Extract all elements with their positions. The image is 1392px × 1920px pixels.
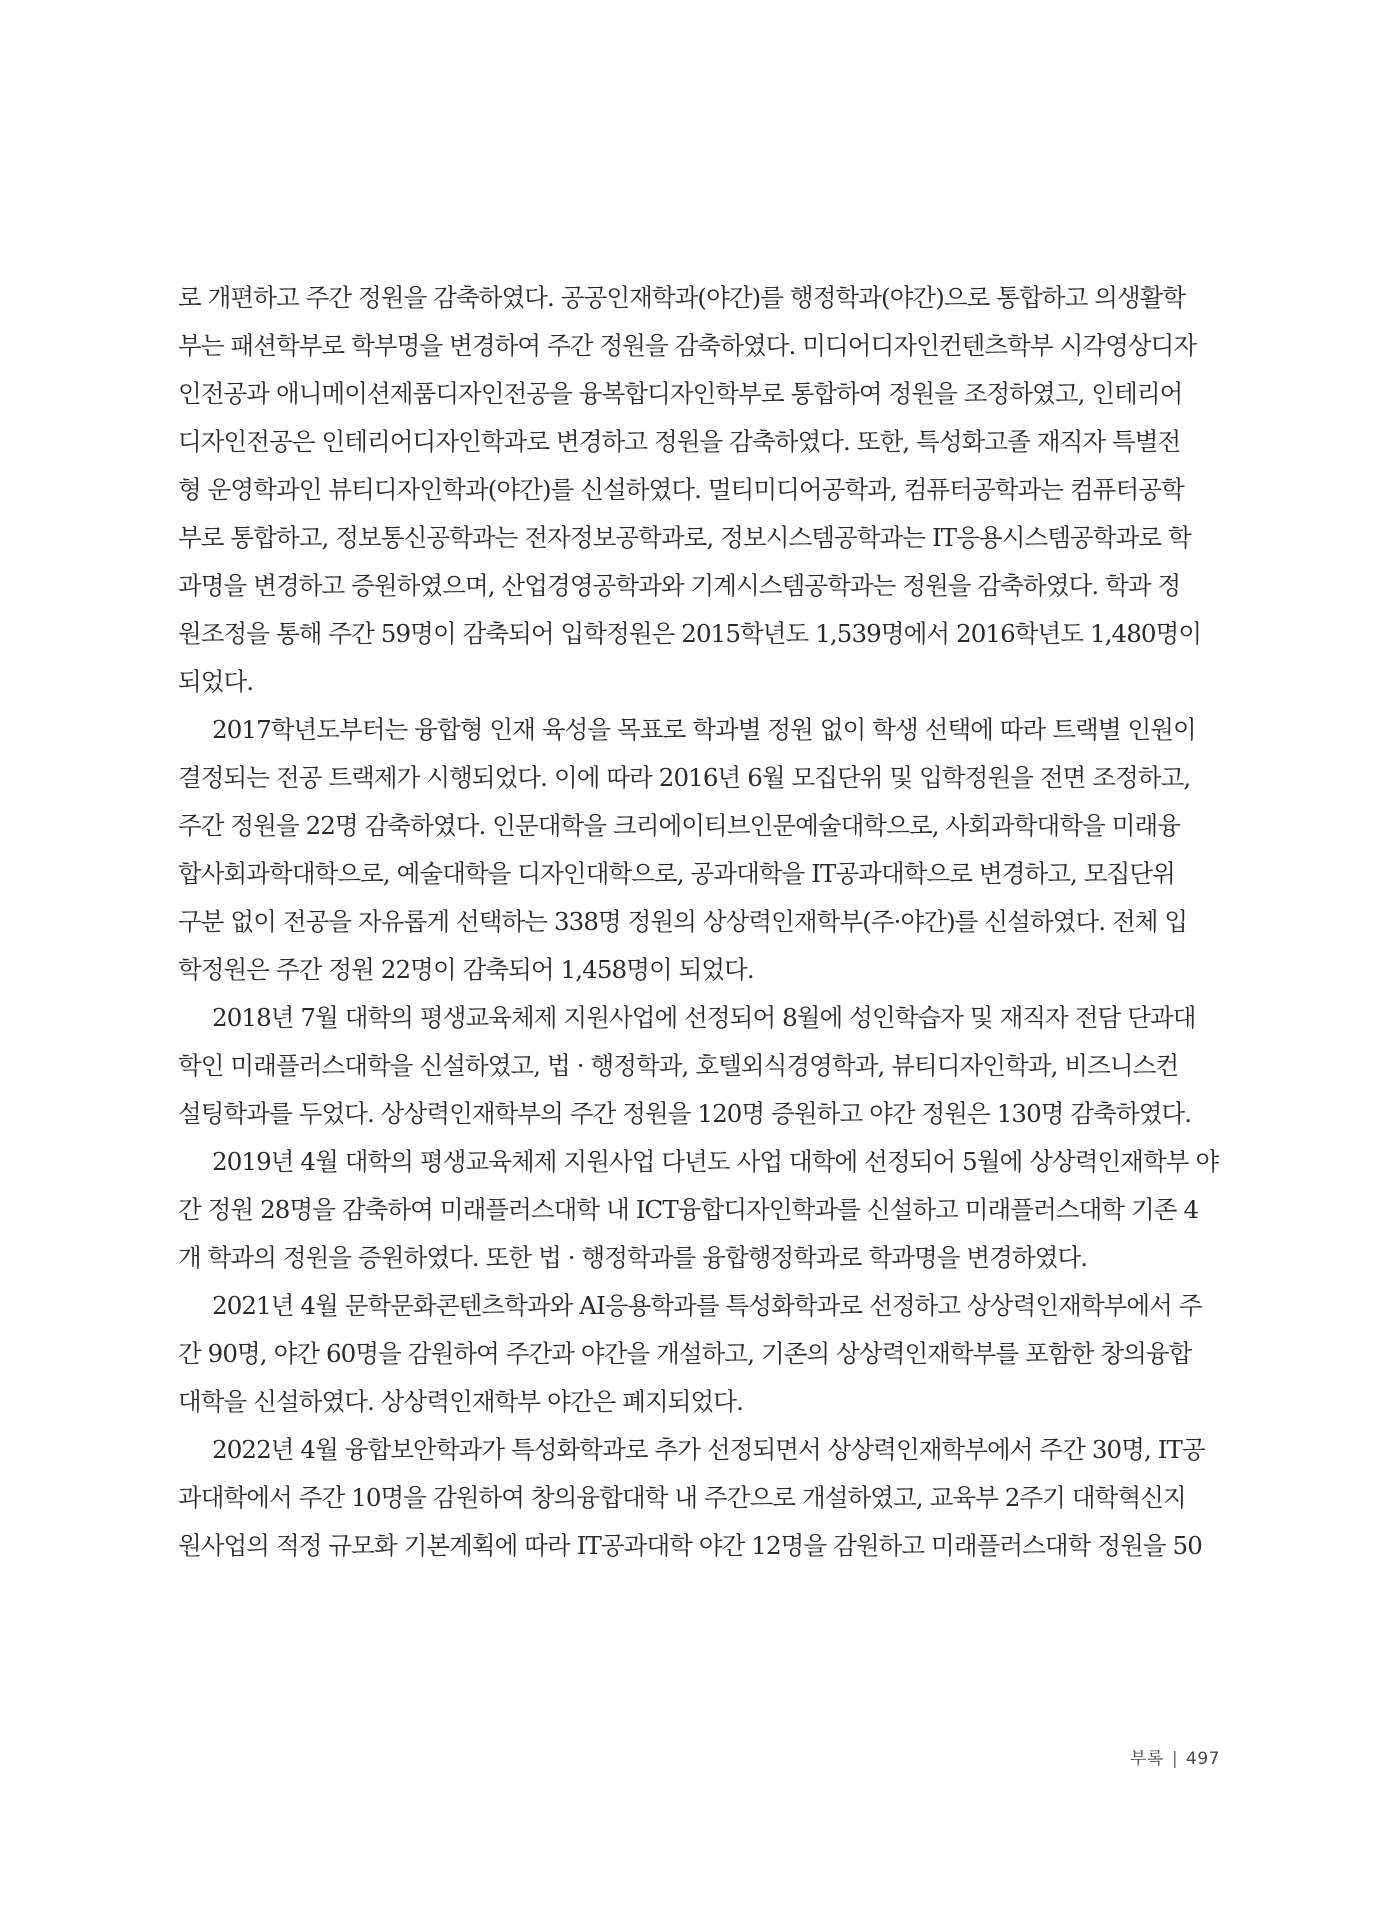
text-line: 과명을 변경하고 증원하였으며, 산업경영공학과와 기계시스템공학과는 정원을 감축하였다. 학과 정 <box>178 571 1181 600</box>
text-line: 로 개편하고 주간 정원을 감축하였다. 공공인재학과(야간)를 행정학과(야간)으로 통합하고 의생활학 <box>178 283 1186 312</box>
text-line: 형 운영학과인 뷰티디자인학과(야간)를 신설하였다. 멀티미디어공학과, 컴퓨터공학과는 컴퓨터공학 <box>178 475 1184 504</box>
body-text <box>178 274 1218 1570</box>
text-line: 학인 미래플러스대학을 신설하였고, 법 · 행정학과, 호텔외식경영학과, 뷰티디자인학과, 비즈니스컨 <box>178 1051 1179 1080</box>
text-line: 원조정을 통해 주간 59명이 감축되어 입학정원은 2015학년도 1,539명에서 2016학년도 1,480명이 <box>178 619 1202 648</box>
text-line: 부로 통합하고, 정보통신공학과는 전자정보공학과로, 정보시스템공학과는 IT응용시스템공학과로 학 <box>178 523 1191 552</box>
text-line: 2022년 4월 융합보안학과가 특성화학과로 추가 선정되면서 상상력인재학부에서 주간 30명, IT공 <box>212 1435 1205 1464</box>
text-line: 간 90명, 야간 60명을 감원하여 주간과 야간을 개설하고, 기존의 상상력인재학부를 포함한 창의융합 <box>178 1339 1192 1368</box>
text-line: 원사업의 적정 규모화 기본계획에 따라 IT공과대학 야간 12명을 감원하고 미래플러스대학 정원을 50 <box>178 1531 1202 1560</box>
text-line: 2021년 4월 문학문화콘텐츠학과와 AI응용학과를 특성화학과로 선정하고 상상력인재학부에서 주 <box>212 1291 1202 1320</box>
text-line: 개 학과의 정원을 증원하였다. 또한 법 · 행정학과를 융합행정학과로 학과명을 변경하였다. <box>178 1243 1088 1272</box>
text-line: 되었다. <box>178 667 254 696</box>
text-line: 주간 정원을 22명 감축하였다. 인문대학을 크리에이티브인문예술대학으로, 사회과학대학을 미래융 <box>178 811 1181 840</box>
footer-separator: | <box>1171 1749 1179 1769</box>
text-line: 디자인전공은 인테리어디자인학과로 변경하고 정원을 감축하였다. 또한, 특성화고졸 재직자 특별전 <box>178 427 1181 456</box>
text-line: 설팅학과를 두었다. 상상력인재학부의 주간 정원을 120명 증원하고 야간 정원은 130명 감축하였다. <box>178 1099 1192 1128</box>
text-line: 2017학년도부터는 융합형 인재 육성을 목표로 학과별 정원 없이 학생 선택에 따라 트랙별 인원이 <box>212 715 1196 744</box>
footer-section-label: 부록 <box>1129 1749 1164 1769</box>
text-line: 결정되는 전공 트랙제가 시행되었다. 이에 따라 2016년 6월 모집단위 및 입학정원을 전면 조정하고, <box>178 763 1191 792</box>
page-number: 497 <box>1186 1749 1220 1769</box>
text-line: 부는 패션학부로 학부명을 변경하여 주간 정원을 감축하였다. 미디어디자인컨텐츠학부 시각영상디자 <box>178 331 1197 360</box>
text-line: 대학을 신설하였다. 상상력인재학부 야간은 폐지되었다. <box>178 1387 743 1416</box>
text-line: 학정원은 주간 정원 22명이 감축되어 1,458명이 되었다. <box>178 955 754 984</box>
text-line: 구분 없이 전공을 자유롭게 선택하는 338명 정원의 상상력인재학부(주·야간)를 신설하였다. 전체 입 <box>178 907 1188 936</box>
text-line: 2019년 4월 대학의 평생교육체제 지원사업 다년도 사업 대학에 선정되어 5월에 상상력인재학부 야 <box>212 1147 1219 1176</box>
text-line: 간 정원 28명을 감축하여 미래플러스대학 내 ICT융합디자인학과를 신설하고 미래플러스대학 기존 4 <box>178 1195 1199 1224</box>
page-footer <box>1130 1744 1220 1769</box>
text-line: 2018년 7월 대학의 평생교육체제 지원사업에 선정되어 8월에 성인학습자 및 재직자 전담 단과대 <box>212 1003 1196 1032</box>
text-line: 과대학에서 주간 10명을 감원하여 창의융합대학 내 주간으로 개설하였고, 교육부 2주기 대학혁신지 <box>178 1483 1186 1512</box>
text-line: 인전공과 애니메이션제품디자인전공을 융복합디자인학부로 통합하여 정원을 조정하였고, 인테리어 <box>178 379 1183 408</box>
text-line: 합사회과학대학으로, 예술대학을 디자인대학으로, 공과대학을 IT공과대학으로 변경하고, 모집단위 <box>178 859 1175 888</box>
